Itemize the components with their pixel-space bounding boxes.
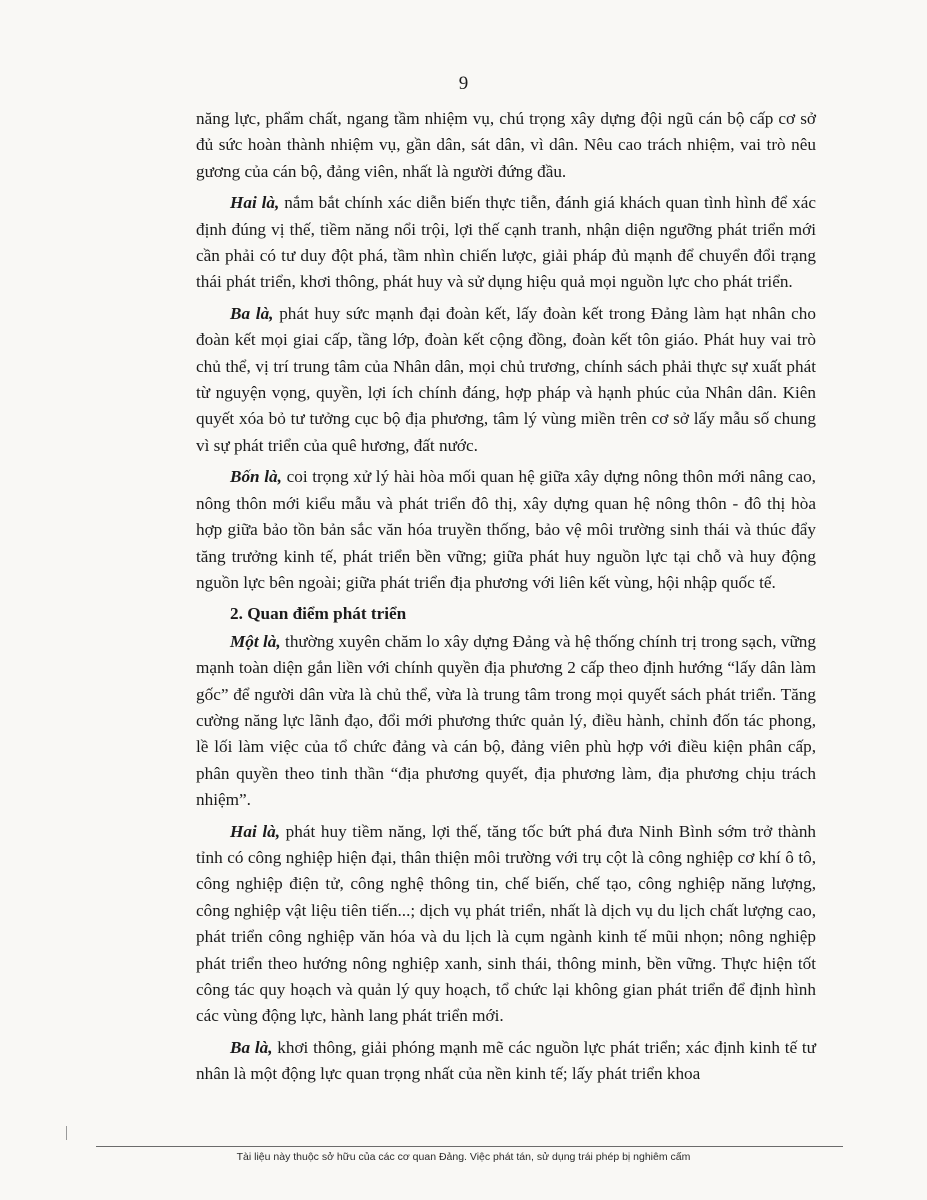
paragraph-lead: Hai là, [230,821,281,841]
section-heading: 2. Quan điểm phát triển [230,604,407,624]
footer-notice: Tài liệu này thuộc sở hữu của các cơ quan Đảng. Việc phát tán, sử dụng trái phép bị nghiêm cấm [236,1151,691,1163]
paragraph-text: thường xuyên chăm lo xây dựng Đảng và hệ thống chính trị trong sạch, vững mạnh toàn diện gắn liền với chính quyền địa phương 2 cấp theo định hướng “lấy dân làm gốc” để người dân vừa là chủ thể, vừa là trung tâm trong mọi quyết sách phát triển. Tăng cường năng lực lãnh đạo, đổi mới phương thức quản lý, điều hành, chỉnh đốn tác phong, lề lối làm việc của tổ chức đảng và cán bộ, đảng viên phù hợp với điều kiện phân cấp, phân quyền theo tinh thần “địa phương quyết, địa phương làm, địa phương chịu trách nhiệm”. [196,631,816,810]
paragraph-text: phát huy sức mạnh đại đoàn kết, lấy đoàn kết trong Đảng làm hạt nhân cho đoàn kết mọi giai cấp, tầng lớp, đoàn kết cộng đồng, đoàn kết tôn giáo. Phát huy vai trò chủ thể, vị trí trung tâm của Nhân dân, mọi chủ trương, chính sách phải thực sự xuất phát từ nguyện vọng, quyền, lợi ích chính đáng, hợp pháp và hạnh phúc của Nhân dân. Kiên quyết xóa bỏ tư tưởng cục bộ địa phương, tâm lý vùng miền trên cơ sở lấy mẫu số chung vì sự phát triển của quê hương, đất nước. [196,303,816,455]
paragraph-mot-la [196,629,816,814]
paragraph-hai-la-2 [196,819,816,1030]
paragraph-lead: Hai là, [230,193,280,213]
paragraph-text: coi trọng xử lý hài hòa mối quan hệ giữa xây dựng nông thôn mới nâng cao, nông thôn mới kiểu mẫu và phát triển đô thị, xây dựng quan hệ nông thôn - đô thị hòa hợp giữa bảo tồn bản sắc văn hóa truyền thống, bảo vệ môi trường sinh thái và thúc đẩy tăng trưởng kinh tế, phát triển bền vững; giữa phát huy nguồn lực tại chỗ và huy động nguồn lực bên ngoài; giữa phát triển địa phương với liên kết vùng, hội nhập quốc tế. [196,467,816,592]
paragraph-text: nắm bắt chính xác diễn biến thực tiễn, đánh giá khách quan tình hình để xác định đúng vị thế, tiềm năng nổi trội, lợi thế cạnh tranh, nhận diện ngưỡng phát triển mới cần phải có tư duy đột phá, tầm nhìn chiến lược, giải pháp đủ mạnh để chuyển đổi trạng thái phát triển, khơi thông, phát huy và sử dụng hiệu quả mọi nguồn lực cho phát triển. [196,193,816,292]
footer-divider [96,1146,843,1147]
paragraph-bon-la [196,464,816,596]
paragraph-ba-la-2 [196,1035,816,1088]
document-body [196,106,816,1093]
paragraph-lead: Bốn là, [230,467,282,487]
paragraph-text: phát huy tiềm năng, lợi thế, tăng tốc bứt phá đưa Ninh Bình sớm trở thành tỉnh có công nghiệp hiện đại, thân thiện môi trường với trụ cột là công nghiệp cơ khí ô tô, công nghiệp điện tử, công nghệ thông tin, chế biến, chế tạo, công nghiệp năng lượng, công nghiệp vật liệu tiên tiến...; dịch vụ phát triển, nhất là dịch vụ du lịch chất lượng cao, phát triển công nghiệp văn hóa và du lịch là cụm ngành kinh tế mũi nhọn; nông nghiệp phát triển theo hướng nông nghiệp xanh, sinh thái, thông minh, bền vững. Thực hiện tốt công tác quy hoạch và quản lý quy hoạch, tổ chức lại không gian phát triển để định hình các vùng động lực, hành lang phát triển mới. [196,821,817,1026]
paragraph-lead: Ba là, [230,1037,273,1057]
page-number: 9 [458,73,469,94]
paragraph-continued: năng lực, phẩm chất, ngang tầm nhiệm vụ, chú trọng xây dựng đội ngũ cán bộ cấp cơ sở đủ sức hoàn thành nhiệm vụ, gần dân, sát dân, vì dân. Nêu cao trách nhiệm, vai trò nêu gương của cán bộ, đảng viên, nhất là người đứng đầu. [196,109,816,181]
margin-mark [66,1126,67,1140]
paragraph-lead: Ba là, [230,303,274,323]
paragraph-hai-la-1 [196,190,816,296]
paragraph-ba-la-1 [196,301,816,459]
paragraph-text: khơi thông, giải phóng mạnh mẽ các nguồn lực phát triển; xác định kinh tế tư nhân là một động lực quan trọng nhất của nền kinh tế; lấy phát triển khoa [196,1037,816,1084]
paragraph-lead: Một là, [230,631,281,651]
